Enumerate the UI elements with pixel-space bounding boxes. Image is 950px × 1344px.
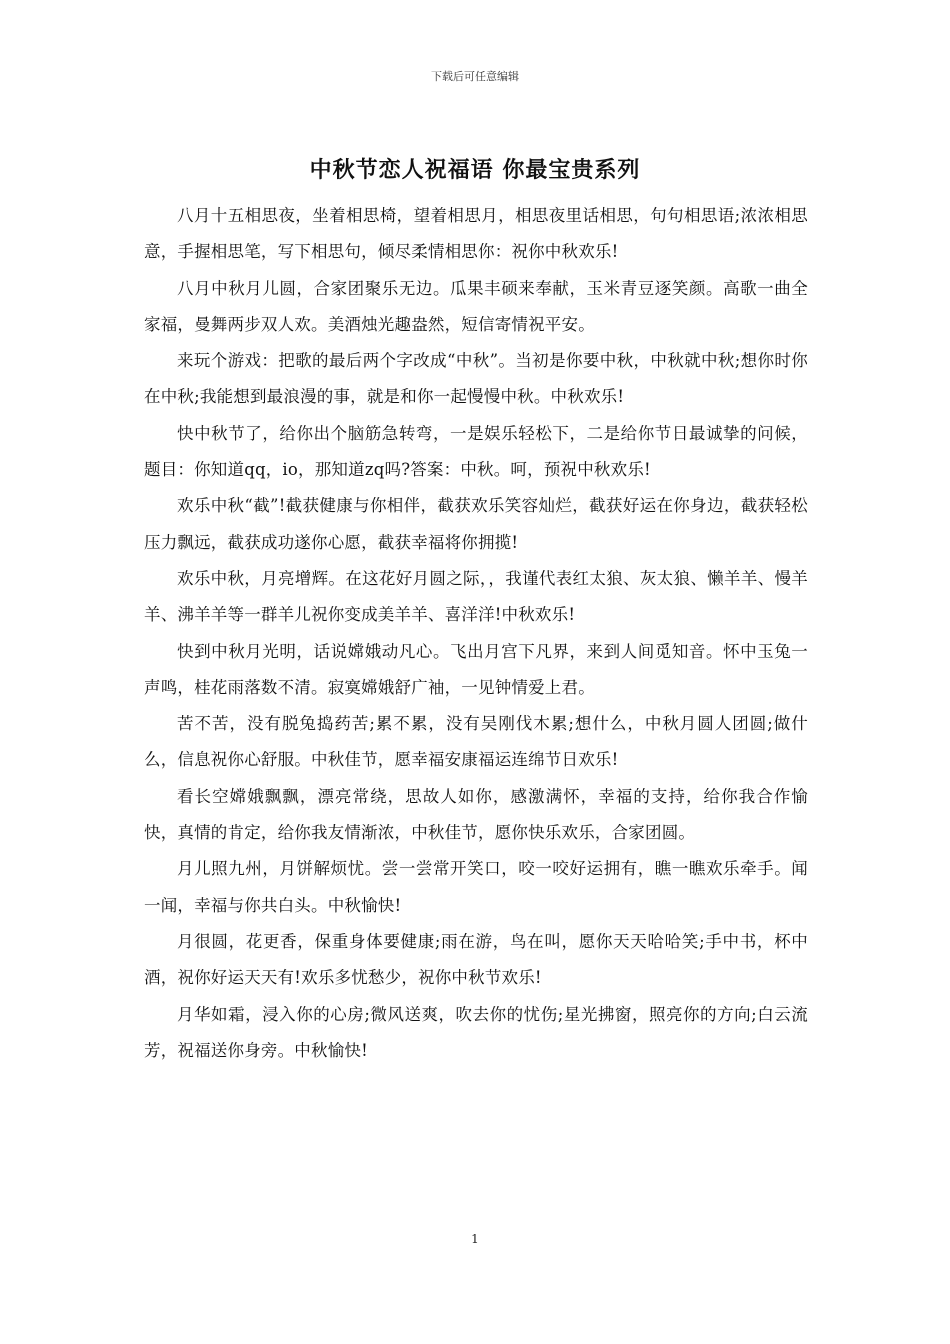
document-title: 中秋节恋人祝福语 你最宝贵系列: [309, 158, 641, 183]
paragraph: 来玩个游戏：把歌的最后两个字改成“中秋”。当初是你要中秋，中秋就中秋;想你时你在中秋;我能想到最浪漫的事，就是和你一起慢慢中秋。中秋欢乐!: [144, 351, 808, 407]
paragraph: 快中秋节了，给你出个脑筋急转弯，一是娱乐轻松下，二是给你节日最诚挚的问候，题目：你知道qq，io，那知道zq吗?答案：中秋。呵，预祝中秋欢乐!: [144, 423, 808, 480]
paragraph: 快到中秋月光明，话说嫦娥动凡心。飞出月宫下凡界，来到人间觅知音。怀中玉兔一声鸣，桂花雨落数不清。寂寞嫦娥舒广袖，一见钟情爱上君。: [144, 641, 808, 697]
paragraph: 月华如霜，浸入你的心房;微风送爽，吹去你的忧伤;星光拂窗，照亮你的方向;白云流芳，祝福送你身旁。中秋愉快!: [144, 1004, 808, 1060]
paragraph: 八月中秋月儿圆，合家团聚乐无边。瓜果丰硕来奉献，玉米青豆逐笑颜。高歌一曲全家福，曼舞两步双人欢。美酒烛光趣盎然，短信寄情祝平安。: [144, 278, 808, 334]
paragraph: 月很圆，花更香，保重身体要健康;雨在游，鸟在叫，愿你天天哈哈笑;手中书，杯中酒，祝你好运天天有!欢乐多忧愁少，祝你中秋节欢乐!: [144, 931, 808, 988]
page-number: 1: [471, 1232, 479, 1246]
paragraph: 月儿照九州，月饼解烦忧。尝一尝常开笑口，咬一咬好运拥有，瞧一瞧欢乐牵手。闻一闻，幸福与你共白头。中秋愉快!: [144, 859, 808, 915]
paragraph: 欢乐中秋“截”!截获健康与你相伴，截获欢乐笑容灿烂，截获好运在你身边，截获轻松压力飘远，截获成功遂你心愿，截获幸福将你拥揽!: [144, 496, 808, 552]
document-body: [144, 198, 808, 1069]
paragraph: 八月十五相思夜，坐着相思椅，望着相思月，相思夜里话相思，句句相思语;浓浓相思意，手握相思笔，写下相思句，倾尽柔情相思你：祝你中秋欢乐!: [144, 206, 808, 262]
page-header: 下载后可任意编辑: [431, 70, 519, 83]
paragraph: 苦不苦，没有脱兔捣药苦;累不累，没有吴刚伐木累;想什么，中秋月圆人团圆;做什么，信息祝你心舒服。中秋佳节，愿幸福安康福运连绵节日欢乐!: [144, 714, 808, 770]
paragraph: 看长空嫦娥飘飘，漂亮常绕，思故人如你，感激满怀，幸福的支持，给你我合作愉快，真情的肯定，给你我友情渐浓，中秋佳节，愿你快乐欢乐，合家团圆。: [144, 786, 808, 843]
paragraph: 欢乐中秋，月亮增辉。在这花好月圆之际，，我谨代表红太狼、灰太狼、懒羊羊、慢羊羊、沸羊羊等一群羊儿祝你变成美羊羊、喜洋洋!中秋欢乐!: [144, 568, 808, 625]
